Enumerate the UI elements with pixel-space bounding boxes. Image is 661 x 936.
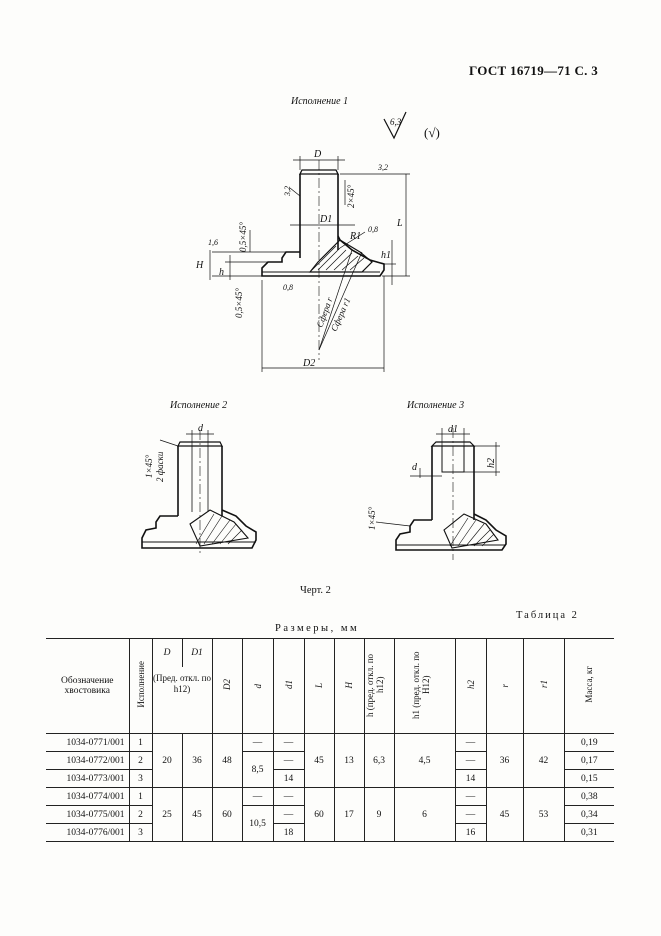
variant1-dimensions	[210, 156, 410, 372]
roughness-sign-icon	[384, 112, 406, 138]
header-mass: Масса, кг	[564, 639, 614, 734]
header-D2: D2	[212, 639, 242, 734]
page-header: ГОСТ 16719—71 С. 3	[469, 63, 599, 78]
v3-label-d1: d1	[448, 424, 458, 435]
table-row: 1034-0776/001 3 18 16 0,31	[46, 824, 614, 842]
variant1-caption: Исполнение 1	[291, 96, 349, 107]
v3-label-h2: h2	[486, 458, 497, 468]
label-sphere-r1: Сфера r1	[328, 296, 353, 333]
dimensions-table	[46, 638, 614, 842]
label-rough-32-b: 3,2	[283, 186, 292, 196]
label-H: H	[196, 260, 204, 271]
label-h1: h1	[381, 250, 391, 261]
header-H: H	[334, 639, 364, 734]
v3-chamfer-1x45: 1×45°	[367, 506, 377, 530]
label-h: h	[219, 267, 224, 278]
roughness-value: 6,3	[390, 117, 402, 127]
header-h1: h1 (пред. откл. по H12)	[394, 639, 455, 734]
table-number: Таблица 2	[516, 610, 579, 621]
label-D: D	[314, 149, 322, 160]
figure-caption: Черт. 2	[300, 585, 331, 596]
label-rough-08-b: 0,8	[283, 283, 293, 292]
label-D1: D1	[320, 214, 333, 225]
header-D1: D1	[182, 639, 212, 668]
label-rough-32-a: 3,2	[378, 163, 388, 172]
header-D: D	[152, 639, 182, 668]
header-variant: Исполнение	[129, 639, 152, 734]
label-L: L	[397, 218, 403, 229]
label-sphere-r: Сфера r	[314, 295, 335, 329]
label-chamfer-05x45-a: 0,5×45°	[238, 222, 248, 252]
header-designation: Обозначение хвостовика	[46, 639, 129, 734]
v2-two-chamfers: 2 фаски	[155, 451, 165, 482]
v2-label-d: d	[198, 423, 203, 434]
header-h: h (пред. откл. по h12)	[364, 639, 394, 734]
header-d1: d1	[273, 639, 304, 734]
v3-label-d: d	[412, 462, 417, 473]
table-row: 1034-0774/001 1 25 45 60 — — 60 17 9 6 — 45 53 0,38	[46, 788, 614, 806]
label-R1: R1	[350, 231, 362, 242]
variant2-caption: Исполнение 2	[170, 400, 228, 411]
label-rough-16: 1,6	[208, 238, 218, 247]
header-L: L	[304, 639, 334, 734]
table-row: 1034-0771/001 1 20 36 48 — — 45 13 6,3 4,5 — 36 42 0,19	[46, 734, 614, 752]
header-r1: r1	[523, 639, 564, 734]
table-row: 1034-0775/001 2 10,5 — — 0,34	[46, 806, 614, 824]
table-row: 1034-0772/001 2 8,5 — — 0,17	[46, 752, 614, 770]
table-row: 1034-0773/001 3 14 14 0,15	[46, 770, 614, 788]
label-D2: D2	[303, 358, 316, 369]
table-units: Размеры, мм	[275, 623, 360, 634]
roughness-paren: (√)	[424, 125, 440, 140]
label-chamfer-05x45-b: 0,5×45°	[234, 288, 244, 318]
header-h2: h2	[455, 639, 486, 734]
header-tolerance: (Пред. откл. по h12)	[152, 667, 212, 734]
variant3-caption: Исполнение 3	[407, 400, 465, 411]
v2-chamfer-1x45: 1×45°	[144, 454, 154, 478]
header-d: d	[242, 639, 273, 734]
label-rough-08-a: 0,8	[368, 225, 378, 234]
label-chamfer-2x45: 2×45°	[346, 184, 356, 208]
table-header-row-1	[46, 639, 614, 668]
header-r: r	[486, 639, 523, 734]
